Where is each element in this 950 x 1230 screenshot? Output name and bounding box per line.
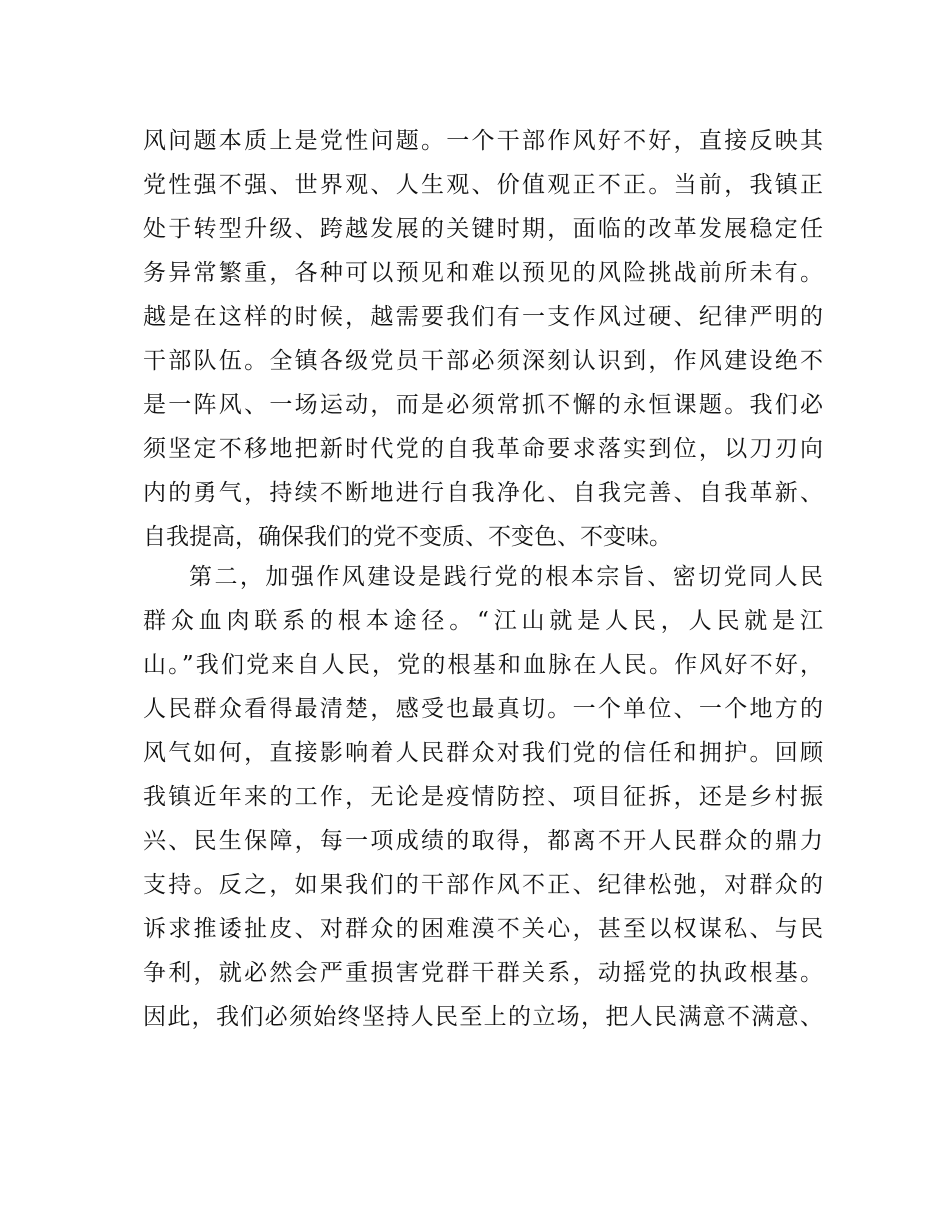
paragraph-2 [143,555,823,1039]
paragraph-line: 越是在这样的时候，越需要我们有一支作风过硬、纪律严明的 [143,304,823,330]
paragraph-line: 第二，加强作风建设是践行党的根本宗旨、密切党同人民 [189,564,823,590]
paragraph-line: 内的勇气，持续不断地进行自我净化、自我完善、自我革新、 [143,480,823,506]
paragraph-line: 支持。反之，如果我们的干部作风不正、纪律松弛，对群众的 [143,872,823,898]
paragraph-line: 党性强不强、世界观、人生观、价值观正不正。当前，我镇正 [143,172,823,198]
paragraph-line: 自我提高，确保我们的党不变质、不变色、不变味。 [143,524,672,550]
paragraph-line: 风气如何，直接影响着人民群众对我们党的信任和拥护。回顾 [143,740,823,766]
paragraph-line: 群众血肉联系的根本途径。“江山就是人民，人民就是江 [143,608,823,634]
paragraph-line: 干部队伍。全镇各级党员干部必须深刻认识到，作风建设绝不 [143,348,823,374]
paragraph-line: 处于转型升级、跨越发展的关键时期，面临的改革发展稳定任 [143,216,823,242]
paragraph-line: 兴、民生保障，每一项成绩的取得，都离不开人民群众的鼎力 [143,828,823,854]
paragraph-line: 争利，就必然会严重损害党群干群关系，动摇党的执政根基。 [143,960,823,986]
paragraph-1 [143,119,823,559]
paragraph-line: 人民群众看得最清楚，感受也最真切。一个单位、一个地方的 [143,696,823,722]
paragraph-line: 须坚定不移地把新时代党的自我革命要求落实到位，以刀刃向 [143,436,823,462]
paragraph-line: 因此，我们必须始终坚持人民至上的立场，把人民满意不满意、 [143,1004,823,1030]
paragraph-line: 是一阵风、一场运动，而是必须常抓不懈的永恒课题。我们必 [143,392,823,418]
paragraph-line: 山。”我们党来自人民，党的根基和血脉在人民。作风好不好， [143,652,823,678]
paragraph-line: 我镇近年来的工作，无论是疫情防控、项目征拆，还是乡村振 [143,784,823,810]
paragraph-line: 风问题本质上是党性问题。一个干部作风好不好，直接反映其 [143,128,823,154]
paragraph-line: 务异常繁重，各种可以预见和难以预见的风险挑战前所未有。 [143,260,823,286]
paragraph-line: 诉求推诿扯皮、对群众的困难漠不关心，甚至以权谋私、与民 [143,916,823,942]
